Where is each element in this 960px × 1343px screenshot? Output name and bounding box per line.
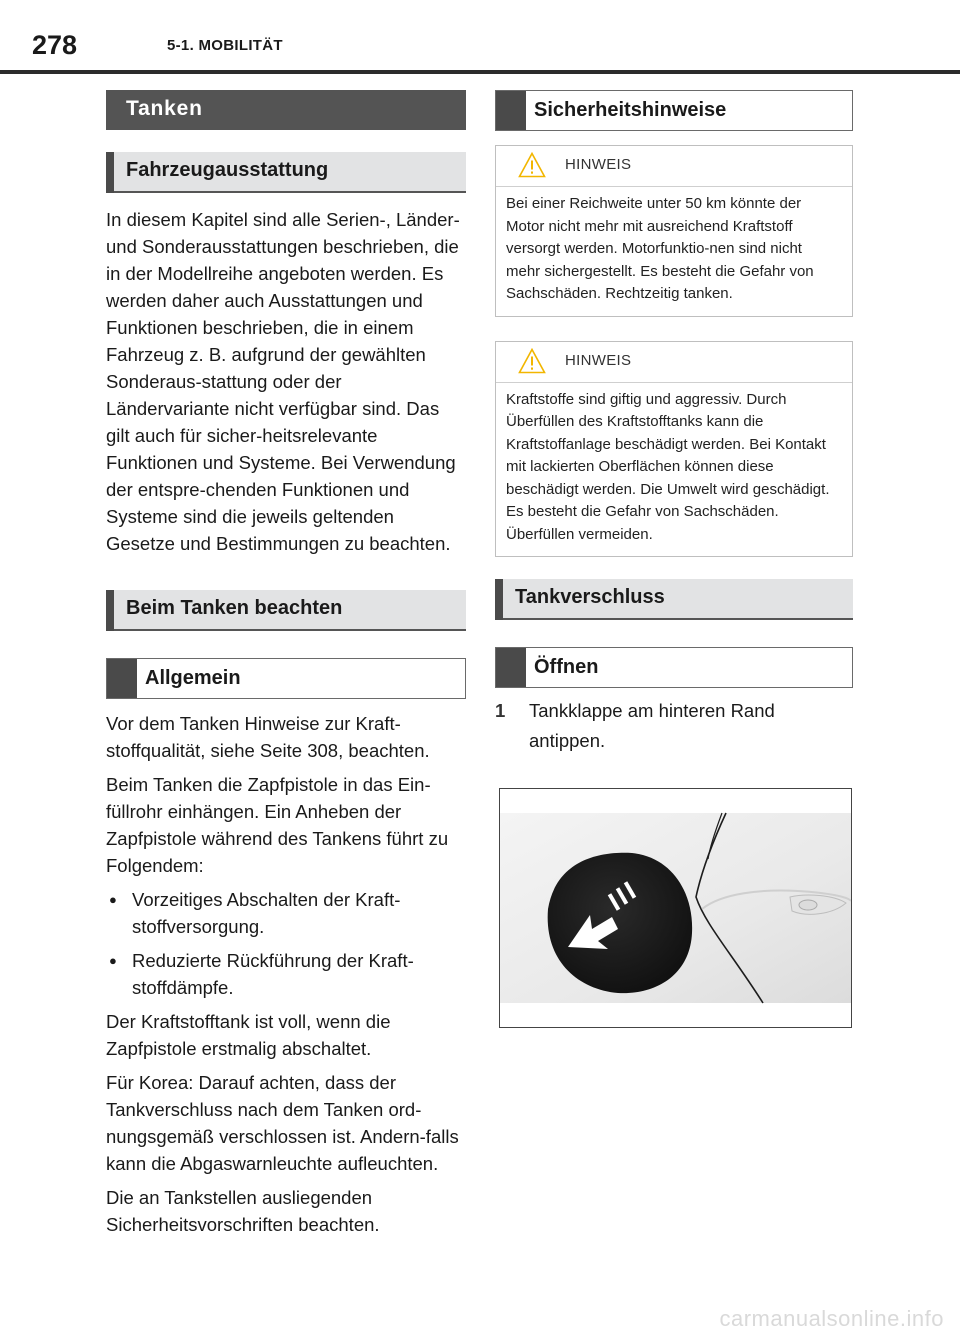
fuel-quality-paragraph: Vor dem Tanken Hinweise zur Kraft-stoffqualität, siehe Seite 308, beachten. (106, 713, 430, 761)
step-text: Tankklappe am hinteren Rand antippen. (529, 700, 775, 751)
fuel-flap-illustration (499, 788, 852, 1028)
left-column (106, 90, 466, 1238)
warning-triangle-icon (518, 348, 546, 374)
list-item: ● Reduzierte Rückführung der Kraft-stoffdämpfe. (106, 947, 466, 1001)
heading-beim-tanken-beachten: Beim Tanken beachten (106, 590, 466, 631)
safety-rules-paragraph: Die an Tankstellen ausliegenden Sicherheitsvorschriften beachten. (106, 1187, 380, 1235)
nozzle-paragraph: Beim Tanken die Zapfpistole in das Ein-füllrohr einhängen. Ein Anheben der Zapfpistole während des Tankens führt zu Folgendem: (106, 774, 449, 876)
notice-text: Kraftstoffe sind giftig und aggressiv. Durch Überfüllen des Kraftstofftanks kann die Kraftstoffanlage beschädigt werden. Bei Kontakt mit lackierten Oberflächen können diese beschädigt werden. Die Umwelt wird geschädigt. Es besteht die Gefahr von Sachschäden. Überfüllen vermeiden. (506, 390, 830, 543)
right-column (495, 90, 853, 756)
equipment-paragraph: In diesem Kapitel sind alle Serien-, Länder- und Sonderausstattungen beschrieben, die in der Modellreihe angeboten werden. Es werden daher auch Ausstattungen und Funktionen beschrieben, die in einem Fahrzeug z. B. aufgrund der gewählten Sonderaus-stattung oder der Ländervariante nicht verfügbar sind. Das gilt auch für sicher-heitsrelevante Funktionen und Systeme. Bei Verwendung der entspre-chenden Funktionen und Systeme sind die jeweils geltenden Gesetze und Bestimmungen zu beachten. (106, 209, 460, 554)
notice-label: HINWEIS (565, 351, 632, 369)
page-number: 278 (32, 30, 78, 60)
notice-label: HINWEIS (565, 156, 632, 173)
warning-triangle-icon (518, 152, 546, 178)
step-number: 1 (495, 700, 506, 721)
step-item (495, 696, 853, 756)
subheading-allgemein: Allgemein (106, 658, 466, 699)
watermark: carmanualsonline.info (719, 1306, 944, 1331)
tank-full-paragraph: Der Kraftstofftank ist voll, wenn die Zapfpistole erstmalig abschaltet. (106, 1011, 391, 1059)
list-item: ● Vorzeitiges Abschalten der Kraft-stoffversorgung. (106, 886, 466, 940)
heading-tankverschluss: Tankverschluss (495, 579, 853, 620)
notice-box-fuel-toxic (495, 341, 853, 558)
notice-text: Bei einer Reichweite unter 50 km könnte der Motor nicht mehr mit ausreichend Kraftstoff versorgt werden. Motorfunktio-nen sind nicht mehr sichergestellt. Es besteht die Gefahr von Sachschäden. Rechtzeitig tanken. (506, 195, 814, 302)
page-header (0, 0, 960, 74)
header-divider (0, 70, 960, 74)
heading-sicherheitshinweise: Sicherheitshinweise (495, 90, 853, 131)
heading-fahrzeugausstattung: Fahrzeugausstattung (106, 152, 466, 193)
car-fuel-door-image (500, 789, 851, 1027)
korea-paragraph: Für Korea: Darauf achten, dass der Tankverschluss nach dem Tanken ord-nungsgemäß verschlossen ist. Andern-falls kann die Abgaswarnleuchte aufleuchten. (106, 1072, 459, 1174)
section-title-tanken: Tanken (106, 90, 466, 130)
notice-box-range (495, 145, 853, 317)
chapter-title: 5-1. MOBILITÄT (167, 37, 283, 54)
subheading-oeffnen: Öffnen (495, 647, 853, 688)
